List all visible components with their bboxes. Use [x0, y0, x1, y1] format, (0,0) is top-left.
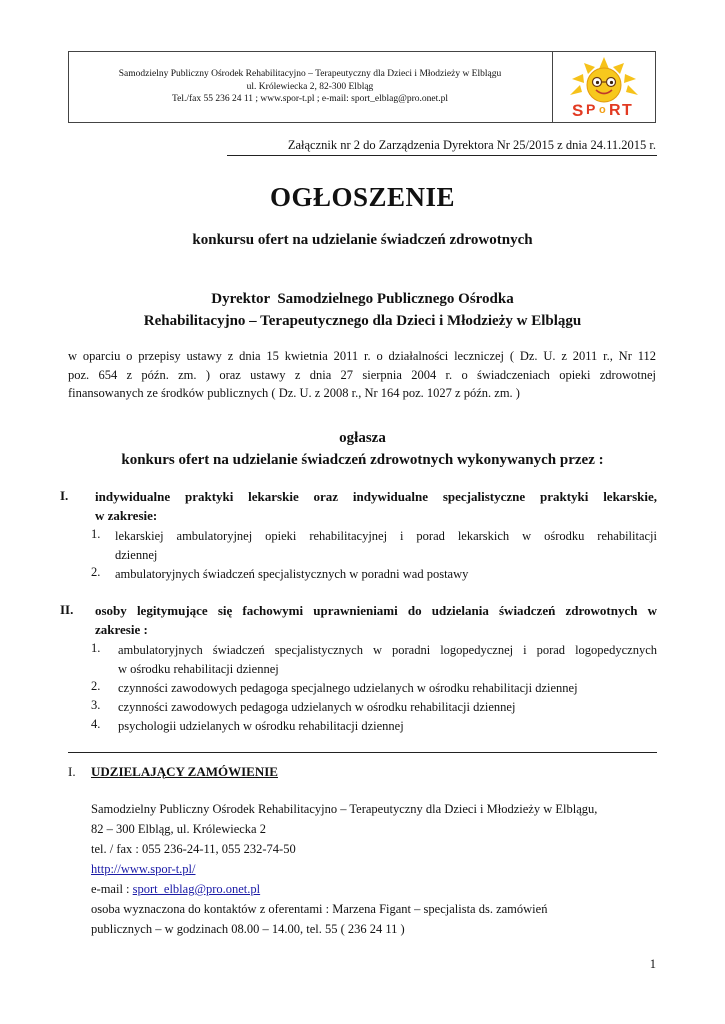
document-title: OGŁOSZENIE [269, 182, 456, 212]
intro-line: w oparciu o przepisy ustawy z dnia 15 kwietnia 2011 r. o działalności leczniczej ( Dz. U. z 2011 r., Nr 112 [68, 349, 656, 363]
annex-reference: Załącznik nr 2 do Zarządzenia Dyrektora Nr 25/2015 z dnia 24.11.2015 r. [287, 138, 656, 152]
section-roman-numeral: I. [60, 488, 69, 503]
section-heading [95, 488, 657, 525]
list-item [115, 527, 657, 564]
logo-letter-o: o [599, 104, 606, 116]
list-item-number: 4. [91, 717, 101, 731]
list-item-line: lekarskiej ambulatoryjnej opieki rehabilitacyjnej i porad lekarskich w ośrodku rehabilitacji [115, 529, 657, 543]
section-heading-line: zakresie : [95, 621, 148, 637]
contracting-party-details [91, 799, 661, 939]
director-line-1: Dyrektor Samodzielnego Publicznego Ośrodka [211, 291, 514, 307]
section-heading [95, 602, 657, 639]
list-item: ambulatoryjnych świadczeń specjalistycznych w poradni wad postawy [115, 567, 469, 581]
list-item [118, 641, 657, 678]
section-roman-numeral: II. [60, 602, 74, 617]
header-institution: Samodzielny Publiczny Ośrodek Rehabilitacyjno – Terapeutyczny dla Dzieci i Młodzieży w Elblągu [118, 69, 502, 79]
contracting-party-heading: UDZIELAJĄCY ZAMÓWIENIE [91, 764, 278, 779]
logo-letter-t: T [622, 102, 632, 119]
sport-logo [558, 55, 650, 119]
email-label: e-mail : [91, 882, 133, 896]
section-heading-line: osoby legitymujące się fachowymi uprawnieniami do udzielania świadczeń zdrowotnych w [95, 603, 657, 618]
logo-letter-r: R [609, 102, 621, 119]
document-subtitle: konkursu ofert na udzielanie świadczeń zdrowotnych [192, 232, 533, 248]
list-item-line: ambulatoryjnych świadczeń specjalistycznych w poradni logopedycznej i porad logopedycznych [118, 643, 657, 657]
logo-letter-s: S [572, 101, 584, 119]
section-divider [68, 752, 657, 753]
contact-person-line: osoba wyznaczona do kontaktów z oferentami : Marzena Figant – specjalista ds. zamówień [91, 902, 548, 916]
header-divider [552, 51, 553, 123]
logo-letter-p: P [586, 101, 596, 117]
list-item-number: 2. [91, 679, 101, 693]
list-item-line: w ośrodku rehabilitacji dziennej [118, 661, 279, 676]
section-heading-line: w zakresie: [95, 507, 158, 523]
email-link[interactable]: sport_elblag@pro.onet.pl [132, 882, 261, 896]
institution-phone: tel. / fax : 055 236-24-11, 055 232-74-50 [91, 842, 296, 856]
intro-line: poz. 654 z późn. zm. ) oraz ustawy z dnia 27 sierpnia 2004 r. o świadczeniach opieki zdrowotnej [68, 367, 656, 382]
list-item-number: 3. [91, 698, 101, 712]
list-item-number: 2. [91, 565, 101, 579]
sun-logo-icon [558, 55, 650, 119]
list-item-line: dziennej [115, 547, 158, 562]
director-line-2: Rehabilitacyjno – Terapeutycznego dla Dzieci i Młodzieży w Elblągu [143, 313, 582, 329]
list-item-number: 1. [91, 527, 101, 541]
list-item: psychologii udzielanych w ośrodku rehabilitacji dziennej [118, 719, 404, 733]
announces-word: ogłasza [339, 430, 386, 446]
page-number: 1 [649, 957, 656, 971]
list-item: czynności zawodowych pedagoga specjalnego udzielanych w ośrodku rehabilitacji dziennej [118, 681, 578, 695]
director-heading [0, 288, 725, 332]
header-address: ul. Królewiecka 2, 82-300 Elbląg [246, 81, 374, 92]
header-contact: Tel./fax 55 236 24 11 ; www.spor-t.pl ; e-mail: sport_elblag@pro.onet.pl [171, 94, 449, 104]
section-heading-line: indywidualne praktyki lekarskie oraz indywidualne specjalistyczne praktyki lekarskie, [95, 489, 657, 504]
website-link[interactable]: http://www.spor-t.pl/ [91, 862, 196, 876]
contact-hours-line: publicznych – w godzinach 08.00 – 14.00, tel. 55 ( 236 24 11 ) [91, 922, 405, 936]
header-text [70, 68, 550, 106]
section-roman-numeral: I. [68, 764, 76, 779]
announces-line: konkurs ofert na udzielanie świadczeń zdrowotnych wykonywanych przez : [121, 452, 604, 468]
legal-basis-paragraph [68, 347, 656, 403]
announces-heading [0, 427, 725, 471]
annex-underline [227, 155, 657, 156]
institution-name: Samodzielny Publiczny Ośrodek Rehabilitacyjno – Terapeutyczny dla Dzieci i Młodzieży w Elblągu, [91, 802, 598, 816]
institution-address: 82 – 300 Elbląg, ul. Królewiecka 2 [91, 822, 266, 836]
list-item: czynności zawodowych pedagoga udzielanych w ośrodku rehabilitacji dziennej [118, 700, 516, 714]
intro-line: finansowanych ze środków publicznych ( Dz. U. z 2008 r., Nr 164 poz. 1027 z późn. zm. ) [68, 386, 520, 400]
list-item-number: 1. [91, 641, 101, 655]
